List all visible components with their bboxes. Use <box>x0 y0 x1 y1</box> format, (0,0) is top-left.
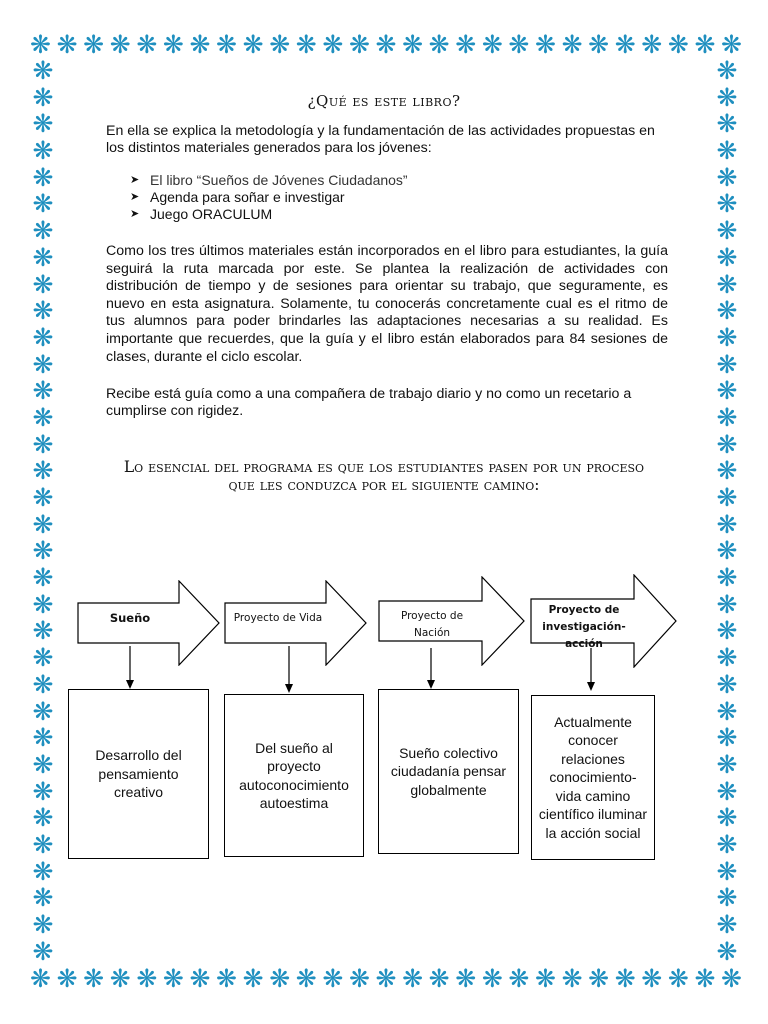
snowflake-icon: ❋ <box>667 30 689 59</box>
snowflake-icon: ❋ <box>32 136 54 166</box>
snowflake-icon: ❋ <box>375 30 397 59</box>
snowflake-icon: ❋ <box>32 563 54 593</box>
snowflake-icon: ❋ <box>716 749 738 779</box>
snowflake-icon: ❋ <box>716 216 738 246</box>
body-paragraph-2: Recibe está guía como a una compañera de trabajo diario y no como un recetario a cumplirse con rigidez. <box>106 386 632 419</box>
snowflake-icon: ❋ <box>716 883 738 913</box>
snowflake-icon: ❋ <box>295 964 317 993</box>
snowflake-icon: ❋ <box>32 376 54 406</box>
snowflake-icon: ❋ <box>716 536 738 566</box>
snowflake-icon: ❋ <box>32 803 54 833</box>
arrow-bullet-icon: ➤ <box>130 174 140 186</box>
snowflake-icon: ❋ <box>32 82 54 112</box>
snowflake-icon: ❋ <box>716 643 738 673</box>
snowflake-icon: ❋ <box>455 964 477 993</box>
snowflake-icon: ❋ <box>32 483 54 512</box>
border-left <box>30 58 56 964</box>
snowflake-icon: ❋ <box>32 616 54 646</box>
border-right <box>714 58 740 964</box>
snowflake-icon: ❋ <box>716 910 738 939</box>
snowflake-icon: ❋ <box>694 964 716 993</box>
snowflake-icon: ❋ <box>32 56 54 85</box>
snowflake-icon: ❋ <box>32 509 54 539</box>
snowflake-icon: ❋ <box>716 456 738 486</box>
snowflake-icon: ❋ <box>455 30 477 59</box>
snowflake-icon: ❋ <box>402 964 424 993</box>
snowflake-icon: ❋ <box>32 216 54 246</box>
snowflake-icon: ❋ <box>716 56 738 85</box>
snowflake-icon: ❋ <box>716 723 738 753</box>
snowflake-icon: ❋ <box>32 109 54 139</box>
snowflake-icon: ❋ <box>694 30 716 59</box>
snowflake-icon: ❋ <box>56 964 78 993</box>
snowflake-icon: ❋ <box>109 964 131 993</box>
snowflake-icon: ❋ <box>162 964 184 993</box>
snowflake-icon: ❋ <box>716 616 738 646</box>
flow-arrow-1-label: Sueño <box>109 611 151 625</box>
snowflake-icon: ❋ <box>32 723 54 753</box>
snowflake-icon: ❋ <box>322 964 344 993</box>
snowflake-icon: ❋ <box>716 109 738 139</box>
list-item: ➤ Juego ORACULUM <box>130 206 273 222</box>
snowflake-icon: ❋ <box>32 669 54 699</box>
snowflake-icon: ❋ <box>32 242 54 272</box>
flow-box-2: Del sueño al proyecto autoconocimiento autoestima <box>224 694 364 857</box>
materials-list <box>130 172 408 223</box>
snowflake-icon: ❋ <box>269 964 291 993</box>
snowflake-icon: ❋ <box>614 964 636 993</box>
snowflake-icon: ❋ <box>32 429 54 459</box>
snowflake-icon: ❋ <box>641 30 663 59</box>
snowflake-icon: ❋ <box>32 162 54 192</box>
page-title: ¿Qué es este libro? <box>307 92 461 110</box>
snowflake-icon: ❋ <box>32 936 54 966</box>
snowflake-icon: ❋ <box>716 402 738 432</box>
snowflake-icon: ❋ <box>242 964 264 993</box>
snowflake-icon: ❋ <box>109 30 131 59</box>
snowflake-icon: ❋ <box>242 30 264 59</box>
snowflake-icon: ❋ <box>721 964 742 993</box>
flow-box-3: Sueño colectivo ciudadanía pensar globalmente <box>378 689 519 854</box>
snowflake-icon: ❋ <box>32 349 54 379</box>
snowflake-icon: ❋ <box>716 829 738 859</box>
snowflake-icon: ❋ <box>216 964 237 993</box>
connector-1 <box>124 646 136 690</box>
snowflake-icon: ❋ <box>716 669 738 699</box>
snowflake-icon: ❋ <box>32 402 54 432</box>
snowflake-icon: ❋ <box>561 964 583 993</box>
snowflake-icon: ❋ <box>32 856 54 886</box>
snowflake-icon: ❋ <box>716 509 738 539</box>
snowflake-icon: ❋ <box>30 30 51 59</box>
snowflake-icon: ❋ <box>32 910 54 939</box>
snowflake-icon: ❋ <box>83 964 105 993</box>
arrow-bullet-icon: ➤ <box>130 191 140 203</box>
snowflake-icon: ❋ <box>716 136 738 166</box>
snowflake-icon: ❋ <box>32 883 54 913</box>
snowflake-icon: ❋ <box>136 964 158 993</box>
snowflake-icon: ❋ <box>348 964 370 993</box>
snowflake-icon: ❋ <box>32 322 54 352</box>
connector-2 <box>283 646 295 694</box>
snowflake-icon: ❋ <box>189 30 211 59</box>
flow-arrow-4-label: Proyecto de investigación-acción <box>542 604 626 650</box>
flow-arrow-3-label: Proyecto de Nación <box>400 610 464 639</box>
list-item: ➤ Agenda para soñar e investigar <box>130 189 345 205</box>
snowflake-icon: ❋ <box>32 749 54 779</box>
snowflake-icon: ❋ <box>588 964 610 993</box>
snowflake-icon: ❋ <box>375 964 397 993</box>
snowflake-icon: ❋ <box>716 376 738 406</box>
snowflake-icon: ❋ <box>30 964 51 993</box>
snowflake-icon: ❋ <box>32 536 54 566</box>
intro-text: En ella se explica la metodología y la fundamentación de las actividades propuestas en los distintos materiales generados para los jóvenes: <box>106 123 655 156</box>
snowflake-icon: ❋ <box>32 829 54 859</box>
snowflake-icon: ❋ <box>269 30 291 59</box>
snowflake-icon: ❋ <box>508 30 530 59</box>
snowflake-icon: ❋ <box>322 30 344 59</box>
snowflake-icon: ❋ <box>136 30 158 59</box>
snowflake-icon: ❋ <box>614 30 636 59</box>
list-item: ➤ El libro “Sueños de Jóvenes Ciudadanos” <box>130 172 408 188</box>
flow-box-4: Actualmente conocer relaciones conocimiento-vida camino científico iluminar la acción social <box>531 695 655 860</box>
snowflake-icon: ❋ <box>716 429 738 459</box>
snowflake-icon: ❋ <box>481 30 503 59</box>
snowflake-icon: ❋ <box>32 456 54 486</box>
snowflake-icon: ❋ <box>716 856 738 886</box>
snowflake-icon: ❋ <box>641 964 663 993</box>
snowflake-icon: ❋ <box>721 30 742 59</box>
snowflake-icon: ❋ <box>716 162 738 192</box>
snowflake-icon: ❋ <box>716 349 738 379</box>
body-paragraph-1: Como los tres últimos materiales están incorporados en el libro para estudiantes, la guía seguirá la ruta marcada por este. Se plantea la realización de actividades con distribución de tiempo y de sesiones para orientar su trabajo, que seguramente, es nuevo en esta asignatura. Solamente, tu conocerás concretamente cual es el ritmo de tus alumnos para poder brindarles las adaptaciones necesarias a su realidad. Es importante que recuerdes, que la guía y el libro están elaborados para 84 sesiones de clases, durante el ciclo escolar. <box>106 243 668 365</box>
snowflake-icon: ❋ <box>534 30 556 59</box>
connector-4 <box>585 648 597 692</box>
snowflake-icon: ❋ <box>32 776 54 806</box>
snowflake-icon: ❋ <box>716 322 738 352</box>
arrow-bullet-icon: ➤ <box>130 208 140 220</box>
snowflake-icon: ❋ <box>32 643 54 673</box>
snowflake-icon: ❋ <box>428 30 450 59</box>
connector-3 <box>425 648 437 690</box>
snowflake-icon: ❋ <box>32 589 54 619</box>
flow-box-1: Desarrollo del pensamiento creativo <box>68 689 209 859</box>
snowflake-icon: ❋ <box>716 589 738 619</box>
snowflake-icon: ❋ <box>534 964 556 993</box>
border-bottom <box>30 966 742 994</box>
snowflake-icon: ❋ <box>716 563 738 593</box>
border-top <box>30 32 742 60</box>
snowflake-icon: ❋ <box>667 964 689 993</box>
snowflake-icon: ❋ <box>32 269 54 299</box>
snowflake-icon: ❋ <box>402 30 424 59</box>
snowflake-icon: ❋ <box>716 189 738 219</box>
snowflake-icon: ❋ <box>189 964 211 993</box>
flow-arrow-2-label: Proyecto de Vida <box>233 612 323 624</box>
snowflake-icon: ❋ <box>716 82 738 112</box>
snowflake-icon: ❋ <box>83 30 105 59</box>
program-heading: Lo esencial del programa es que los estudiantes pasen por un proceso que les conduzca por el siguiente camino: <box>123 458 645 494</box>
snowflake-icon: ❋ <box>716 936 738 966</box>
snowflake-icon: ❋ <box>716 776 738 806</box>
snowflake-icon: ❋ <box>561 30 583 59</box>
snowflake-icon: ❋ <box>716 296 738 326</box>
snowflake-icon: ❋ <box>588 30 610 59</box>
snowflake-icon: ❋ <box>716 269 738 299</box>
snowflake-icon: ❋ <box>32 296 54 326</box>
snowflake-icon: ❋ <box>481 964 503 993</box>
snowflake-icon: ❋ <box>162 30 184 59</box>
snowflake-icon: ❋ <box>716 242 738 272</box>
snowflake-icon: ❋ <box>508 964 530 993</box>
snowflake-icon: ❋ <box>32 696 54 726</box>
snowflake-icon: ❋ <box>295 30 317 59</box>
snowflake-icon: ❋ <box>216 30 237 59</box>
snowflake-icon: ❋ <box>56 30 78 59</box>
snowflake-icon: ❋ <box>716 803 738 833</box>
snowflake-icon: ❋ <box>348 30 370 59</box>
snowflake-icon: ❋ <box>428 964 450 993</box>
snowflake-icon: ❋ <box>716 696 738 726</box>
snowflake-icon: ❋ <box>716 483 738 512</box>
snowflake-icon: ❋ <box>32 189 54 219</box>
